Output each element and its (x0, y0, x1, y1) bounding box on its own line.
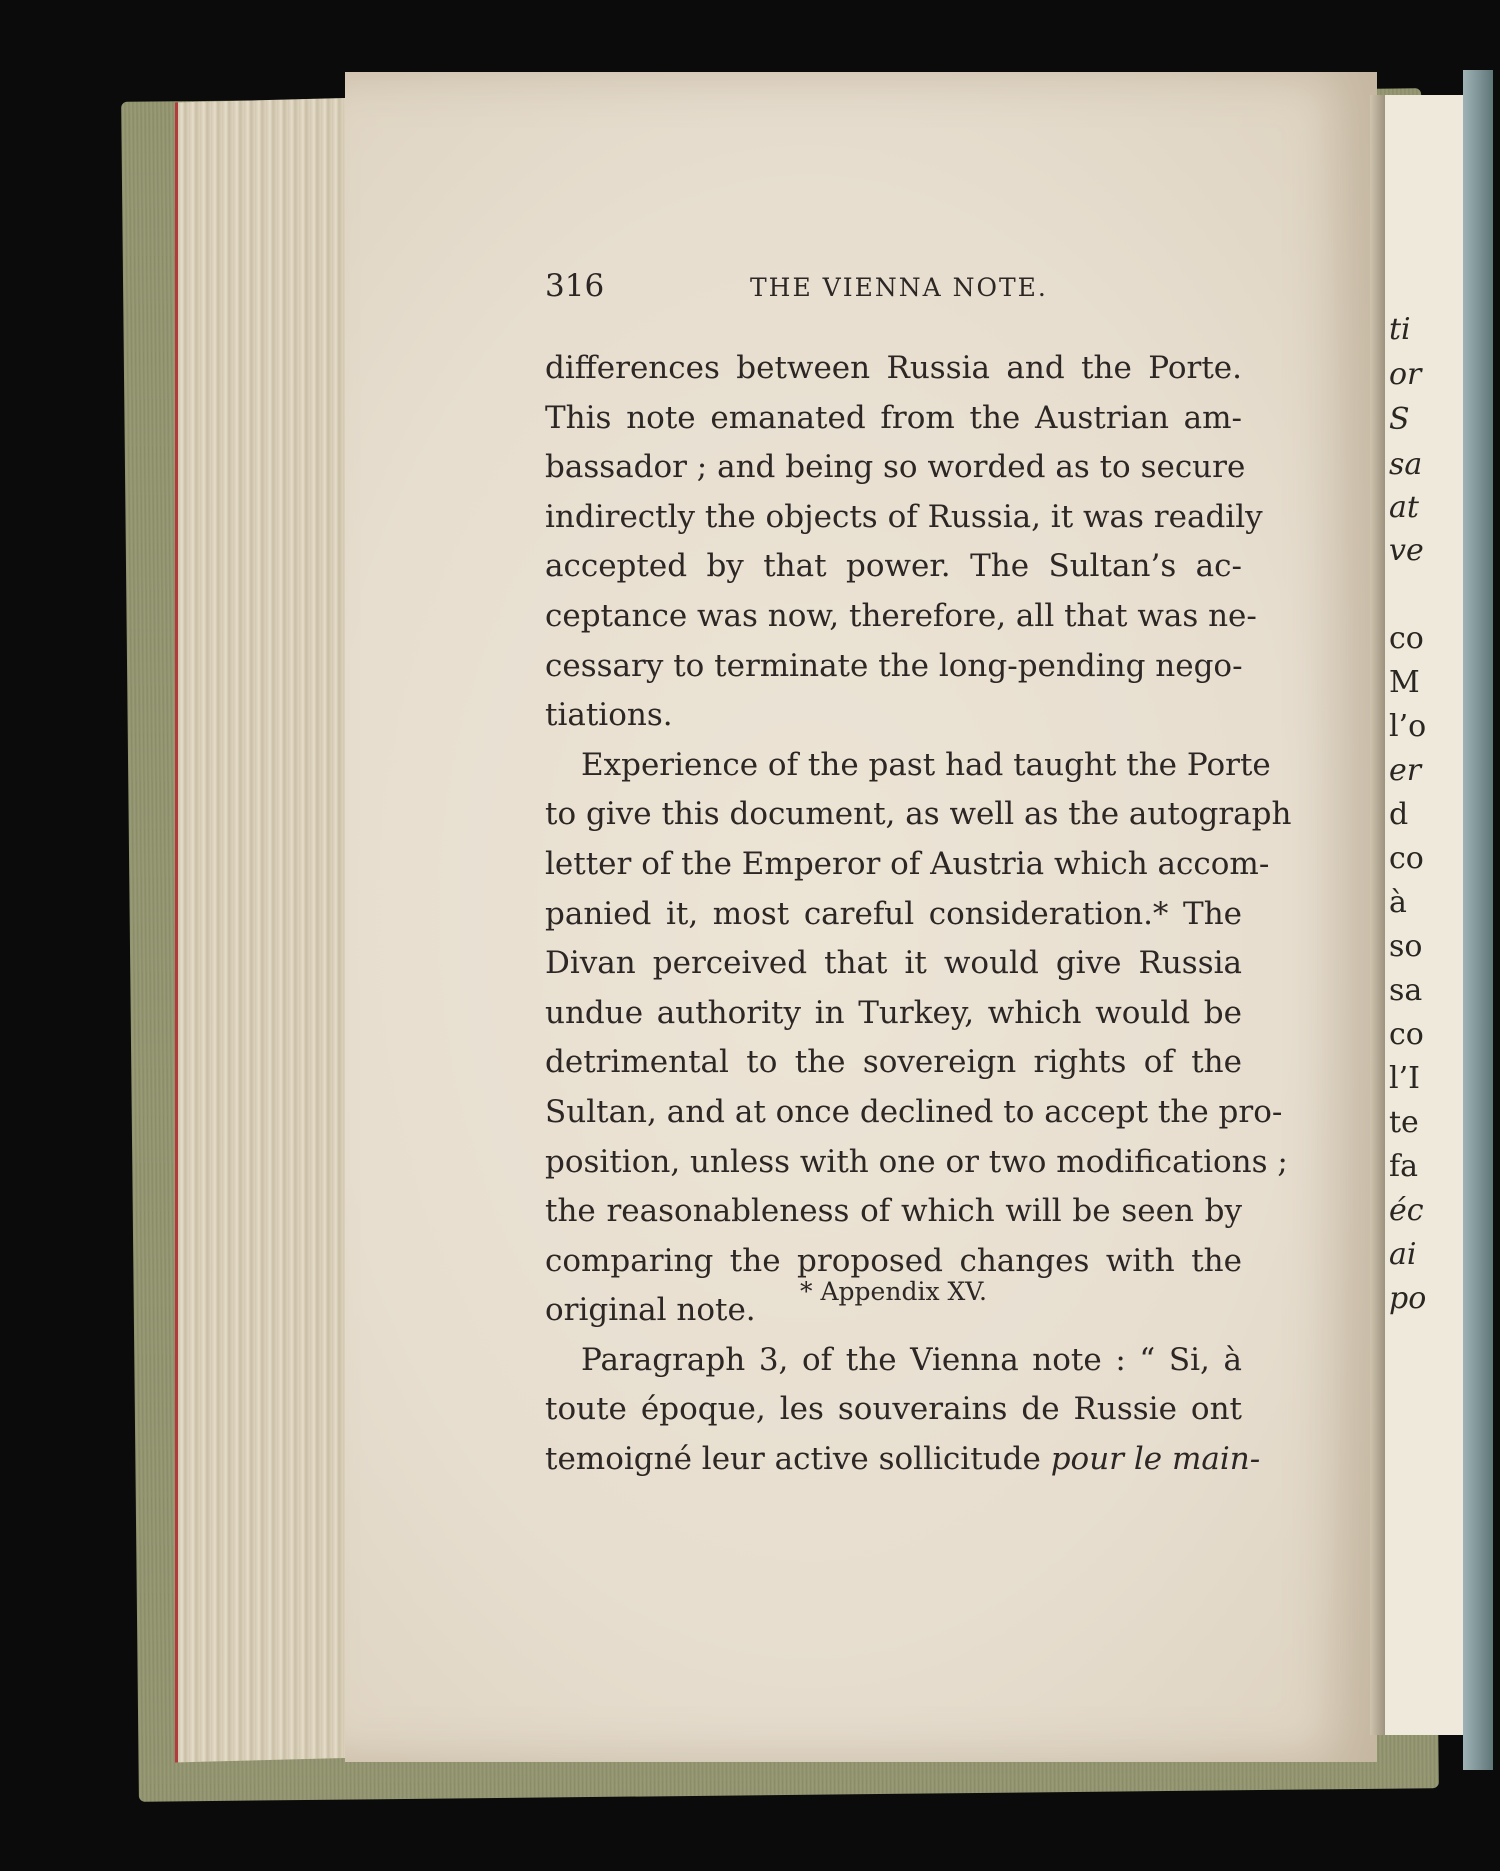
text-line: bassador ; and being so worded as to secure (545, 449, 1246, 486)
facing-page-fragment: co (1389, 841, 1424, 876)
facing-cover-board (1463, 70, 1493, 1770)
page-number: 316 (545, 268, 605, 304)
facing-page-fragment: l’o (1389, 709, 1427, 744)
facing-page-fragment: à (1389, 885, 1407, 920)
text-line: position, unless with one or two modifications ; (545, 1143, 1288, 1180)
body-text (545, 344, 1292, 1485)
footnote: * Appendix XV. (800, 1277, 987, 1306)
facing-page-fragment: S (1389, 402, 1410, 437)
facing-page-fragment: or (1389, 357, 1422, 392)
text-line: detrimental to the sovereign rights of the (545, 1044, 1242, 1081)
facing-page-fragment: co (1389, 621, 1424, 656)
text-line: Experience of the past had taught the Porte (581, 746, 1271, 783)
text-roman: temoigné leur active sollicitude (545, 1441, 1051, 1478)
facing-page-fragment: fa (1389, 1149, 1418, 1184)
text-line: ceptance was now, therefore, all that was ne- (545, 597, 1257, 634)
text-line: tiations. (545, 697, 673, 734)
facing-page-fragment: ve (1389, 533, 1424, 568)
facing-page-fragment: po (1389, 1281, 1427, 1316)
text-line: indirectly the objects of Russia, it was readily (545, 498, 1263, 535)
facing-page-fragment: so (1389, 929, 1423, 964)
text-line: to give this document, as well as the autograph (545, 796, 1292, 833)
text-line: letter of the Emperor of Austria which accom- (545, 845, 1270, 882)
facing-page-fragment: er (1389, 753, 1422, 788)
facing-page-fragment: l’I (1389, 1061, 1420, 1096)
facing-page-fragment: ai (1389, 1237, 1417, 1272)
facing-page-fragment: te (1389, 1105, 1419, 1140)
text-line: comparing the proposed changes with the (545, 1242, 1242, 1279)
text-line: Paragraph 3, of the Vienna note : “ Si, à (581, 1341, 1242, 1378)
text-line: accepted by that power. The Sultan’s ac- (545, 548, 1242, 585)
running-head (545, 266, 1242, 306)
text-line: panied it, most careful consideration.* The (545, 895, 1242, 932)
text-line: the reasonableness of which will be seen by (545, 1193, 1242, 1230)
text-line: toute époque, les souverains de Russie ont (545, 1391, 1242, 1428)
page-fore-edge (175, 98, 363, 1763)
facing-page-fragment: co (1389, 1017, 1424, 1052)
facing-page-fragment: at (1389, 490, 1419, 525)
text-line: Sultan, and at once declined to accept the pro- (545, 1093, 1283, 1130)
text-line: undue authority in Turkey, which would be (545, 994, 1242, 1031)
text-line: This note emanated from the Austrian am- (545, 399, 1242, 436)
facing-page-fragment: ti (1389, 312, 1411, 347)
facing-page-fragment: d (1389, 797, 1409, 832)
text-line: original note. (545, 1292, 756, 1329)
facing-page-fragment: sa (1389, 973, 1423, 1008)
text-italic: pour le main- (1050, 1441, 1261, 1478)
facing-page-fragment: sa (1389, 447, 1423, 482)
facing-page-fragment: M (1389, 665, 1420, 700)
text-line: Divan perceived that it would give Russia (545, 945, 1242, 982)
facing-page (1385, 95, 1465, 1735)
running-head-title: THE VIENNA NOTE. (750, 273, 1048, 302)
text-line: differences between Russia and the Porte. (545, 350, 1242, 386)
text-line: cessary to terminate the long-pending nego- (545, 647, 1243, 684)
facing-page-fragment: éc (1389, 1193, 1424, 1228)
text-line-final (545, 1435, 1261, 1485)
